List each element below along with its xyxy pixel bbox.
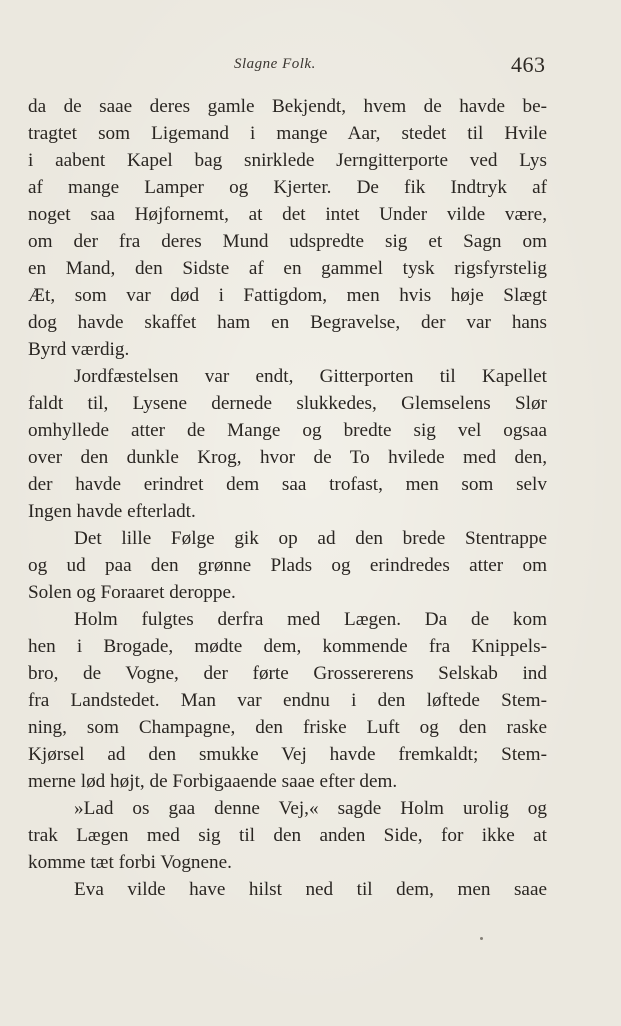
text-line: merne lød højt, de Forbigaaende saae efter dem.	[28, 771, 398, 792]
text-line: omhyllede atter de Mange og bredte sig vel ogsaa	[28, 420, 547, 441]
page-number: 463	[511, 52, 546, 77]
paragraph-first-line: Eva vilde have hilst ned til dem, men saae	[74, 879, 547, 900]
paragraph-first-line: Det lille Følge gik op ad den brede Stentrappe	[74, 528, 547, 549]
text-line: dog havde skaffet ham en Begravelse, der var hans	[28, 312, 547, 333]
text-line: trak Lægen med sig til den anden Side, for ikke at	[28, 825, 547, 846]
text-line: komme tæt forbi Vognene.	[28, 852, 232, 873]
text-line: en Mand, den Sidste af en gammel tysk rigsfyrstelig	[28, 258, 547, 279]
text-line: Ingen havde efterladt.	[28, 501, 196, 522]
body-text	[28, 93, 547, 903]
text-line: faldt til, Lysene dernede slukkedes, Glemselens Slør	[28, 393, 547, 414]
text-line: ning, som Champagne, den friske Luft og den raske	[28, 717, 547, 738]
text-line: Byrd værdig.	[28, 339, 130, 360]
page-header	[0, 52, 621, 82]
text-line: Æt, som var død i Fattigdom, men hvis høje Slægt	[28, 285, 547, 306]
text-line: og ud paa den grønne Plads og erindredes atter om	[28, 555, 547, 576]
paragraph-first-line: Holm fulgtes derfra med Lægen. Da de kom	[74, 609, 547, 630]
text-line: i aabent Kapel bag snirklede Jerngitterporte ved Lys	[28, 150, 547, 171]
text-line: Kjørsel ad den smukke Vej havde fremkaldt; Stem-	[28, 744, 547, 765]
text-line: Solen og Foraaret deroppe.	[28, 582, 236, 603]
paragraph-first-line: »Lad os gaa denne Vej,« sagde Holm urolig og	[74, 798, 547, 819]
paragraph-first-line: Jordfæstelsen var endt, Gitterporten til Kapellet	[74, 366, 547, 387]
text-line: af mange Lamper og Kjerter. De fik Indtryk af	[28, 177, 547, 198]
text-line: fra Landstedet. Man var endnu i den løftede Stem-	[28, 690, 547, 711]
running-head: Slagne Folk.	[234, 56, 316, 72]
paper-speck	[480, 937, 483, 940]
text-line: bro, de Vogne, der førte Grossererens Selskab ind	[28, 663, 547, 684]
text-line: der havde erindret dem saa trofast, men som selv	[28, 474, 547, 495]
text-line: om der fra deres Mund udspredte sig et Sagn om	[28, 231, 547, 252]
text-line: da de saae deres gamle Bekjendt, hvem de havde be-	[28, 96, 547, 117]
text-line: tragtet som Ligemand i mange Aar, stedet til Hvile	[28, 123, 547, 144]
text-line: noget saa Højfornemt, at det intet Under vilde være,	[28, 204, 547, 225]
text-line: over den dunkle Krog, hvor de To hvilede med den,	[28, 447, 547, 468]
text-line: hen i Brogade, mødte dem, kommende fra Knippels-	[28, 636, 547, 657]
